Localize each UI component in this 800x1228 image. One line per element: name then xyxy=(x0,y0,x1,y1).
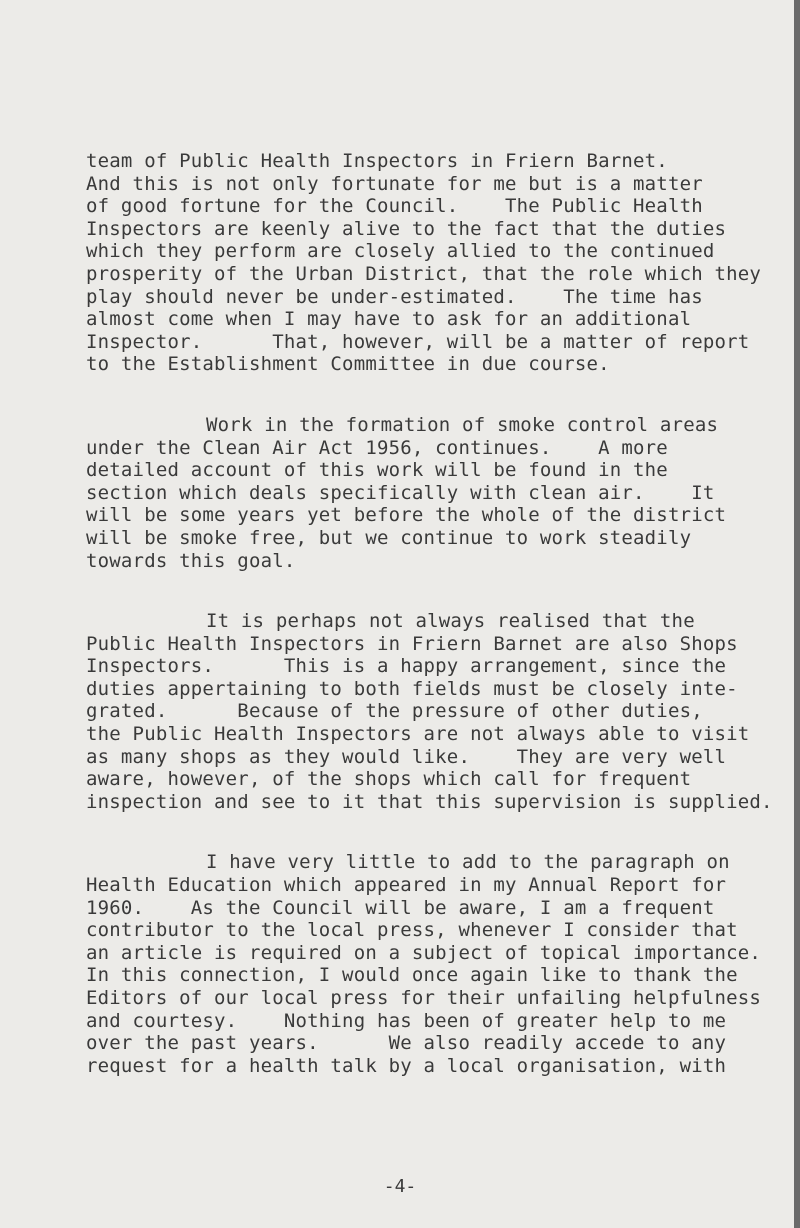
text-line: which they perform are closely allied to the continued xyxy=(86,240,715,263)
text-line: almost come when I may have to ask for an additional xyxy=(86,308,692,331)
text-line: aware, however, of the shops which call for frequent xyxy=(86,768,692,791)
text-line: request for a health talk by a local organisation, with xyxy=(86,1054,727,1077)
text-line: Public Health Inspectors in Friern Barnet are also Shops xyxy=(86,632,738,655)
text-line: of good fortune for the Council. The Public Health xyxy=(86,195,703,218)
text-line: will be some years yet before the whole of the district xyxy=(86,504,727,527)
text-line: towards this goal. xyxy=(86,549,296,572)
text-line: 1960. As the Council will be aware, I am a frequent xyxy=(86,896,715,919)
text-line: as many shops as they would like. They are very well xyxy=(86,745,727,768)
paragraph-smoke-control xyxy=(86,414,798,572)
text-line: Work in the formation of smoke control areas xyxy=(206,413,719,436)
text-line: will be smoke free, but we continue to work steadily xyxy=(86,526,692,549)
text-line: prosperity of the Urban District, that the role which they xyxy=(86,262,762,285)
text-line: detailed account of this work will be found in the xyxy=(86,459,668,482)
text-line: and courtesy. Nothing has been of greater help to me xyxy=(86,1009,727,1032)
text-line: Inspectors. This is a happy arrangement, since the xyxy=(86,655,727,678)
paragraph-health-education xyxy=(86,851,798,1077)
text-line: inspection and see to it that this supervision is supplied. xyxy=(86,790,773,813)
text-line: Editors of our local press for their unfailing helpfulness xyxy=(86,987,762,1009)
text-line: Inspector. That, however, will be a matter of report xyxy=(86,330,750,353)
text-line: the Public Health Inspectors are not always able to visit xyxy=(86,723,750,746)
text-line: to the Establishment Committee in due course. xyxy=(86,353,610,376)
text-line: grated. Because of the pressure of other duties, xyxy=(86,700,703,723)
paragraph-shops-inspectors xyxy=(86,610,798,813)
paragraph-inspectors-team xyxy=(86,150,798,376)
text-line: I have very little to add to the paragraph on xyxy=(206,851,730,874)
text-line: It is perhaps not always realised that the xyxy=(206,610,695,633)
text-line: duties appertaining to both fields must be closely inte- xyxy=(86,677,738,700)
text-line: Inspectors are keenly alive to the fact that the duties xyxy=(86,217,727,240)
text-line: contributor to the local press, whenever I consider that xyxy=(86,919,738,942)
document-body xyxy=(86,150,798,1115)
text-line: under the Clean Air Act 1956, continues. A more xyxy=(86,436,668,459)
text-line: play should never be under-estimated. The time has xyxy=(86,285,703,308)
text-line: team of Public Health Inspectors in Friern Barnet. xyxy=(86,150,668,172)
text-line: In this connection, I would once again like to thank the xyxy=(86,964,738,987)
text-line: section which deals specifically with clean air. It xyxy=(86,481,715,504)
text-line: an article is required on a subject of topical importance. xyxy=(86,941,762,964)
text-line: Health Education which appeared in my Annual Report for xyxy=(86,874,727,897)
text-line: And this is not only fortunate for me but is a matter xyxy=(86,172,703,195)
text-line: over the past years. We also readily accede to any xyxy=(86,1032,727,1055)
page-number: -4- xyxy=(383,1176,417,1197)
